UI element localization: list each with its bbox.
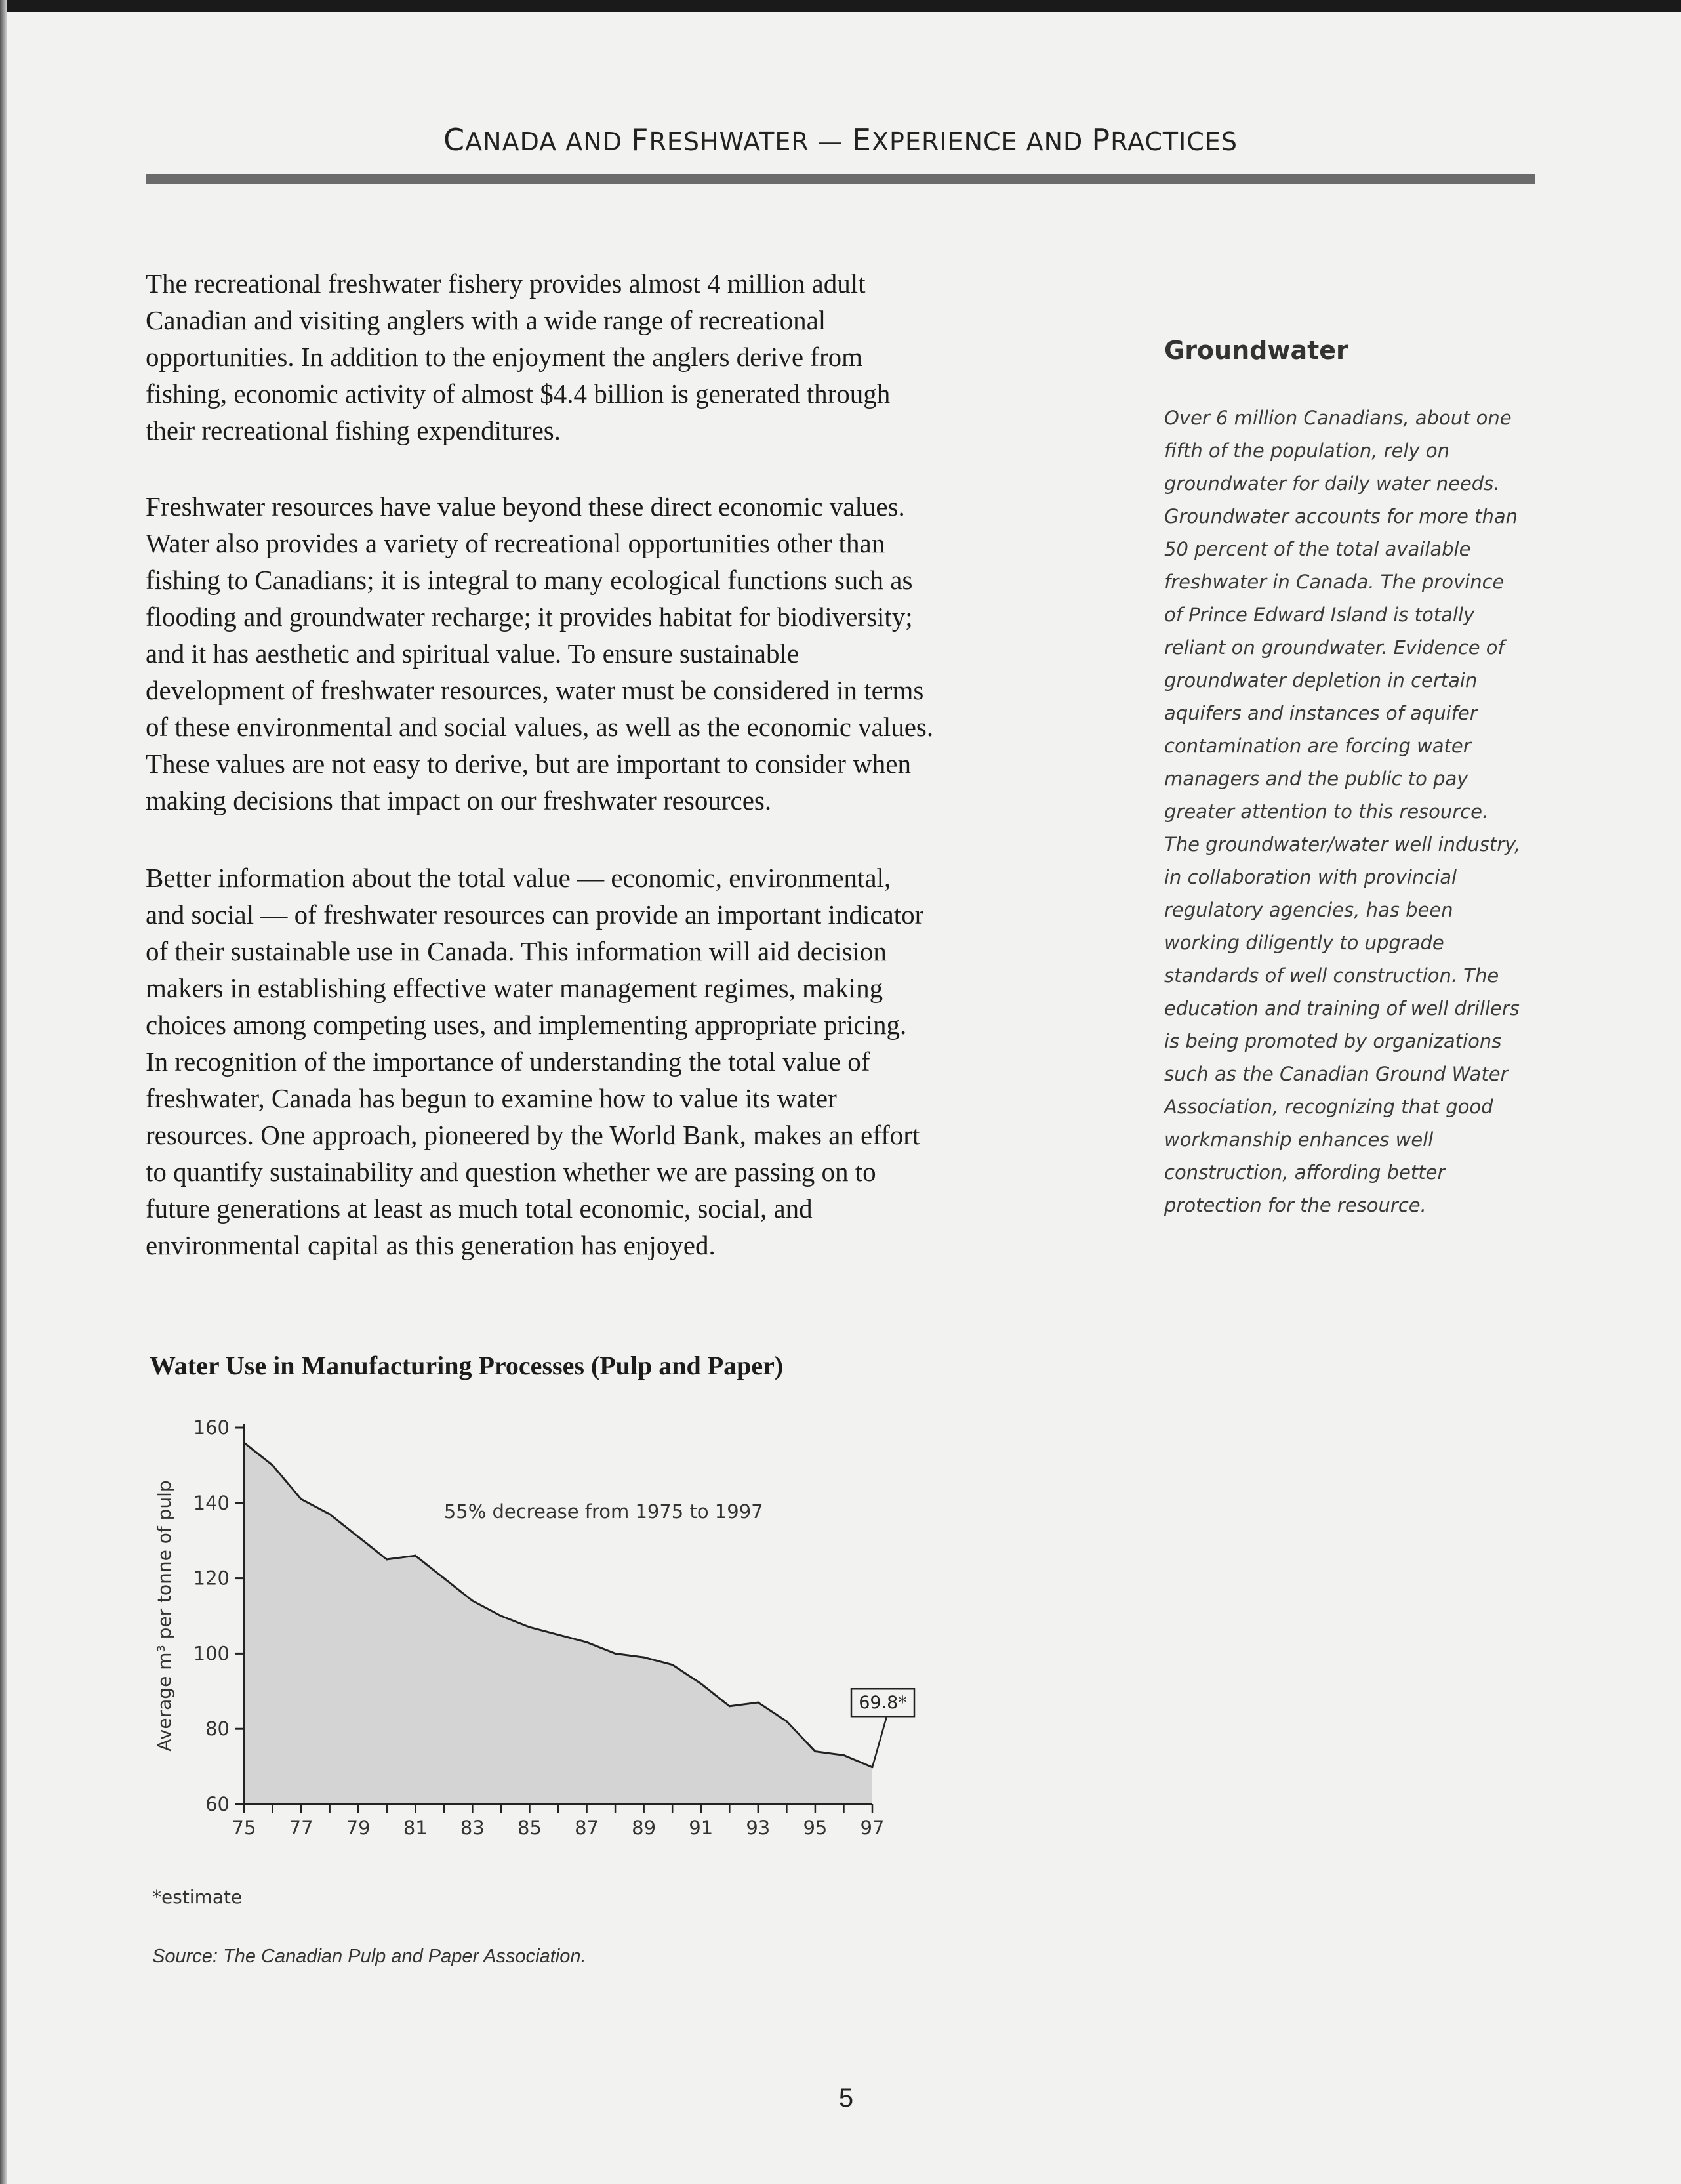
text-line: fishing, economic activity of almost $4.4 billion is generated through xyxy=(146,379,891,409)
text-line: and it has aesthetic and spiritual value. To ensure sustainable xyxy=(146,638,800,669)
x-tick-label: 87 xyxy=(575,1817,599,1839)
sidebar-line: protection for the resource. xyxy=(1164,1194,1427,1216)
running-header: CANADA AND FRESHWATER — EXPERIENCE AND PRACTICES xyxy=(443,122,1238,157)
sidebar-text xyxy=(1164,402,1571,1222)
sidebar-line: fifth of the population, rely on xyxy=(1164,440,1449,462)
data-point xyxy=(643,1657,645,1659)
text-line: development of freshwater resources, water must be considered in terms xyxy=(146,675,924,705)
footnote: *estimate xyxy=(152,1886,243,1908)
y-tick-label: 120 xyxy=(193,1567,230,1590)
data-point xyxy=(357,1536,359,1538)
x-tick-label: 93 xyxy=(746,1817,771,1839)
x-tick-label: 77 xyxy=(289,1817,314,1839)
text-line: flooding and groundwater recharge; it provides habitat for biodiversity; xyxy=(146,602,913,632)
water-use-chart xyxy=(131,1397,918,1857)
x-tick-label: 91 xyxy=(689,1817,714,1839)
x-tick-label: 85 xyxy=(517,1817,542,1839)
paragraph-3 xyxy=(146,859,1064,1264)
chart-annotation: 55% decrease from 1975 to 1997 xyxy=(443,1500,763,1523)
text-line: Better information about the total value — economic, environmental, xyxy=(146,863,891,893)
y-axis-label: Average m³ per tonne of pulp xyxy=(153,1480,175,1752)
data-point xyxy=(557,1634,559,1636)
sidebar-line: groundwater for daily water needs. xyxy=(1164,472,1500,495)
data-point xyxy=(700,1683,702,1685)
sidebar-line: such as the Canadian Ground Water xyxy=(1164,1063,1509,1085)
y-tick-label: 100 xyxy=(193,1642,230,1665)
text-line: In recognition of the importance of understanding the total value of xyxy=(146,1046,870,1077)
data-point xyxy=(500,1615,502,1617)
text-line: Canadian and visiting anglers with a wide range of recreational xyxy=(146,305,826,335)
text-line: These values are not easy to derive, but are important to consider when xyxy=(146,749,911,779)
data-point xyxy=(757,1702,759,1704)
text-line: of their sustainable use in Canada. This information will aid decision xyxy=(146,936,887,966)
data-point xyxy=(386,1558,388,1560)
sidebar-line: 50 percent of the total available xyxy=(1164,538,1471,560)
data-point xyxy=(615,1653,617,1655)
sidebar-line: regulatory agencies, has been xyxy=(1164,899,1453,921)
data-point xyxy=(814,1750,816,1752)
x-tick-label: 97 xyxy=(860,1817,885,1839)
scan-left-edge xyxy=(0,0,7,2184)
data-point xyxy=(529,1626,531,1628)
data-point xyxy=(729,1705,731,1707)
data-point xyxy=(300,1498,302,1500)
text-line: Freshwater resources have value beyond these direct economic values. xyxy=(146,491,905,522)
text-line: freshwater, Canada has begun to examine how to value its water xyxy=(146,1083,837,1113)
paragraph-1 xyxy=(146,265,1064,449)
x-tick-label: 89 xyxy=(632,1817,657,1839)
header-rule xyxy=(146,174,1535,184)
data-point xyxy=(586,1641,588,1643)
chart-title: Water Use in Manufacturing Processes (Pulp and Paper) xyxy=(150,1351,784,1380)
sidebar-line: of Prince Edward Island is totally xyxy=(1164,604,1475,626)
text-line: environmental capital as this generation has enjoyed. xyxy=(146,1230,716,1260)
text-line: fishing to Canadians; it is integral to many ecological functions such as xyxy=(146,565,913,595)
sidebar-line: Association, recognizing that good xyxy=(1164,1096,1493,1118)
sidebar-title: Groundwater xyxy=(1164,336,1348,365)
sidebar-line: groundwater depletion in certain xyxy=(1164,669,1478,691)
sidebar-line: Over 6 million Canadians, about one xyxy=(1164,407,1512,429)
data-point xyxy=(786,1720,788,1722)
text-line: The recreational freshwater fishery provides almost 4 million adult xyxy=(146,268,866,299)
text-line: making decisions that impact on our freshwater resources. xyxy=(146,785,772,815)
y-tick-label: 80 xyxy=(205,1718,230,1741)
sidebar-line: in collaboration with provincial xyxy=(1164,866,1457,888)
data-point xyxy=(443,1577,445,1579)
data-point xyxy=(472,1600,474,1602)
text-line: to quantify sustainability and question whether we are passing on to xyxy=(146,1157,876,1187)
callout-label: 69.8* xyxy=(859,1693,907,1714)
text-line: of these environmental and social values, as well as the economic values. xyxy=(146,712,934,742)
x-tick-label: 83 xyxy=(460,1817,485,1839)
sidebar-line: reliant on groundwater. Evidence of xyxy=(1164,636,1505,659)
sidebar-line: is being promoted by organizations xyxy=(1164,1030,1502,1052)
sidebar-line: managers and the public to pay xyxy=(1164,768,1468,790)
sidebar-line: freshwater in Canada. The province xyxy=(1164,571,1505,593)
x-tick-label: 79 xyxy=(346,1817,371,1839)
data-point xyxy=(843,1754,845,1756)
y-tick-label: 160 xyxy=(193,1416,230,1439)
scan-top-edge xyxy=(0,0,1681,12)
text-line: makers in establishing effective water management regimes, making xyxy=(146,973,883,1003)
sidebar-line: greater attention to this resource. xyxy=(1164,800,1489,823)
text-line: future generations at least as much total economic, social, and xyxy=(146,1193,813,1224)
paragraph-2 xyxy=(146,488,1064,819)
y-tick-label: 140 xyxy=(193,1491,230,1514)
data-point xyxy=(272,1464,273,1466)
text-line: resources. One approach, pioneered by the World Bank, makes an effort xyxy=(146,1120,920,1150)
area-fill xyxy=(244,1443,872,1804)
source-note: Source: The Canadian Pulp and Paper Association. xyxy=(152,1946,586,1967)
sidebar-line: construction, affording better xyxy=(1164,1161,1446,1184)
sidebar-line: The groundwater/water well industry, xyxy=(1164,833,1521,855)
data-point xyxy=(329,1514,331,1515)
text-line: and social — of freshwater resources can provide an important indicator xyxy=(146,899,924,930)
text-line: their recreational fishing expenditures. xyxy=(146,415,561,445)
sidebar-line: Groundwater accounts for more than xyxy=(1164,505,1518,527)
x-tick-label: 95 xyxy=(803,1817,828,1839)
data-point xyxy=(415,1555,416,1557)
x-tick-label: 81 xyxy=(403,1817,428,1839)
sidebar-line: contamination are forcing water xyxy=(1164,735,1471,757)
x-tick-label: 75 xyxy=(232,1817,256,1839)
y-tick-label: 60 xyxy=(205,1793,230,1815)
text-line: Water also provides a variety of recreational opportunities other than xyxy=(146,528,885,558)
data-point xyxy=(672,1664,674,1666)
text-line: choices among competing uses, and implementing appropriate pricing. xyxy=(146,1010,907,1040)
sidebar-line: aquifers and instances of aquifer xyxy=(1164,702,1478,724)
sidebar-line: working diligently to upgrade xyxy=(1164,932,1444,954)
sidebar-line: workmanship enhances well xyxy=(1164,1128,1434,1151)
text-line: opportunities. In addition to the enjoyment the anglers derive from xyxy=(146,342,863,372)
page-number: 5 xyxy=(838,2084,854,2112)
callout-leader xyxy=(872,1716,887,1767)
sidebar-line: standards of well construction. The xyxy=(1164,964,1499,987)
sidebar-line: education and training of well drillers xyxy=(1164,997,1520,1020)
